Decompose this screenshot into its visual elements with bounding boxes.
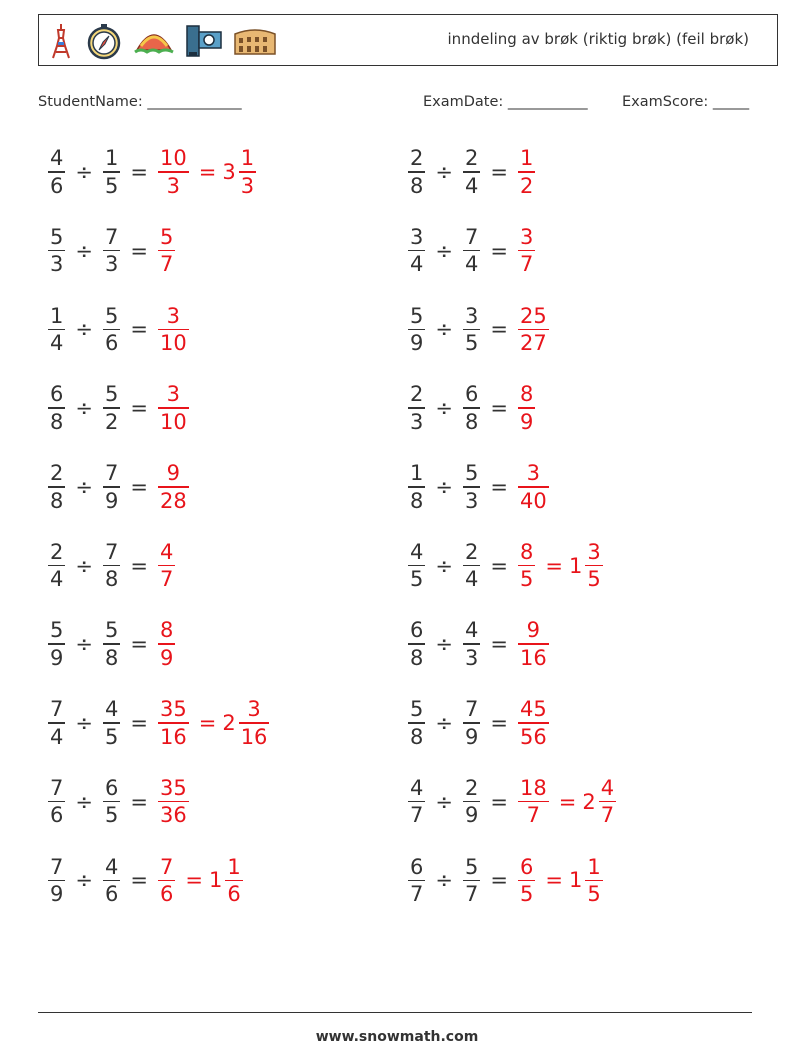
divisor-fraction-denominator: 3: [464, 645, 479, 670]
divisor-fraction: [463, 303, 480, 357]
divisor-fraction-denominator: 9: [104, 488, 119, 513]
problem-item: [46, 609, 177, 679]
dividend-fraction-denominator: 5: [410, 567, 424, 592]
divisor-fraction-denominator: 6: [104, 331, 119, 356]
divisor-fraction-numerator: 6: [464, 382, 479, 407]
equals-sign: =: [130, 238, 148, 263]
dividend-fraction: [48, 303, 65, 357]
divisor-fraction-denominator: 5: [104, 173, 119, 198]
divisor-fraction: [103, 460, 120, 514]
problem-item: [46, 845, 245, 915]
mixed-fraction-denominator: 3: [240, 173, 255, 198]
answer-fraction-denominator: 7: [526, 803, 541, 828]
divisor-fraction: [103, 145, 120, 199]
colosseum-icon: [233, 26, 277, 56]
divisor-fraction-numerator: 7: [104, 539, 119, 564]
equals-sign: =: [198, 160, 217, 184]
divide-sign: ÷: [435, 868, 453, 893]
divisor-fraction-numerator: 5: [464, 461, 479, 486]
dividend-fraction: [408, 854, 425, 908]
dividend-fraction-denominator: 8: [410, 488, 424, 513]
mixed-fraction-denominator: 5: [587, 567, 601, 592]
equals-sign: =: [198, 710, 217, 735]
divide-sign: ÷: [75, 632, 93, 657]
answer-fraction-numerator: 3: [526, 461, 541, 486]
answer-fraction: [158, 145, 189, 199]
divisor-fraction: [103, 303, 120, 357]
taco-icon: [133, 24, 175, 58]
eiffel-tower-icon: [47, 22, 75, 60]
dividend-fraction-denominator: 4: [50, 567, 64, 592]
mixed-whole-number: 1: [568, 868, 583, 893]
dividend-fraction: [408, 145, 425, 199]
divisor-fraction: [103, 381, 120, 435]
answer-fraction-numerator: 3: [166, 303, 181, 328]
problem-item: [46, 531, 177, 601]
answer-fraction: [158, 224, 175, 278]
divisor-fraction-numerator: 4: [104, 697, 119, 722]
mixed-fraction: [239, 696, 270, 750]
mixed-fraction: [585, 539, 602, 593]
answer-fraction-numerator: 8: [159, 618, 174, 643]
dividend-fraction-denominator: 6: [50, 173, 64, 198]
mixed-whole-number: 1: [208, 868, 223, 893]
dividend-fraction-denominator: 4: [50, 331, 64, 356]
mixed-fraction-denominator: 7: [600, 803, 615, 828]
divide-sign: ÷: [75, 317, 93, 342]
answer-fraction: [518, 303, 549, 357]
answer-fraction-denominator: 7: [159, 567, 174, 592]
equals-sign: =: [130, 396, 148, 421]
divisor-fraction-denominator: 6: [104, 882, 119, 907]
mixed-whole-number: 2: [222, 710, 236, 735]
dividend-fraction-numerator: 5: [410, 303, 424, 328]
answer-fraction-numerator: 10: [159, 146, 187, 171]
answer-fraction-numerator: 35: [159, 697, 187, 722]
answer-fraction: [518, 224, 535, 278]
divisor-fraction-numerator: 5: [104, 382, 119, 407]
equals-sign: =: [130, 789, 148, 814]
answer-fraction-denominator: 27: [519, 331, 547, 356]
problem-item: [46, 373, 191, 443]
divisor-fraction-numerator: 7: [104, 224, 119, 249]
equals-sign: =: [490, 474, 508, 499]
dividend-fraction-numerator: 6: [410, 854, 424, 879]
divide-sign: ÷: [435, 396, 453, 421]
answer-fraction-numerator: 4: [159, 539, 174, 564]
problem-item: [46, 294, 191, 364]
dividend-fraction-numerator: 3: [410, 224, 424, 249]
answer-fraction: [518, 145, 535, 199]
divisor-fraction: [103, 854, 120, 908]
divisor-fraction-denominator: 4: [464, 567, 479, 592]
divide-sign: ÷: [435, 710, 453, 735]
header-box: [38, 14, 778, 66]
problem-item: [406, 452, 551, 522]
dividend-fraction: [48, 617, 65, 671]
divisor-fraction-numerator: 4: [464, 618, 479, 643]
dividend-fraction-denominator: 7: [410, 803, 424, 828]
dividend-fraction-numerator: 2: [50, 461, 64, 486]
problem-item: [406, 373, 537, 443]
dividend-fraction-denominator: 8: [410, 645, 424, 670]
divisor-fraction-denominator: 3: [464, 488, 479, 513]
dividend-fraction-numerator: 1: [410, 461, 424, 486]
answer-fraction: [158, 381, 189, 435]
mixed-fraction: [225, 854, 242, 908]
answer-fraction: [158, 617, 175, 671]
answer-fraction: [518, 775, 549, 829]
equals-sign: =: [490, 238, 508, 263]
divisor-fraction-denominator: 4: [464, 173, 479, 198]
divisor-fraction-numerator: 4: [104, 854, 119, 879]
dividend-fraction-numerator: 4: [410, 539, 424, 564]
divisor-fraction: [103, 617, 120, 671]
answer-fraction-denominator: 56: [519, 724, 547, 749]
problem-item: [406, 688, 551, 758]
equals-sign: =: [130, 474, 148, 499]
dividend-fraction-numerator: 2: [50, 539, 64, 564]
answer-fraction-numerator: 6: [519, 854, 534, 879]
divisor-fraction-denominator: 2: [104, 409, 119, 434]
answer-fraction: [518, 539, 535, 593]
mixed-fraction-numerator: 4: [600, 775, 615, 800]
divisor-fraction-numerator: 7: [464, 697, 479, 722]
dividend-fraction: [408, 696, 425, 750]
worksheet-title: inndeling av brøk (riktig brøk) (feil brøk): [447, 30, 749, 48]
divisor-fraction-denominator: 8: [104, 567, 119, 592]
answer-fraction-numerator: 5: [159, 224, 174, 249]
dividend-fraction-numerator: 2: [410, 382, 424, 407]
divide-sign: ÷: [75, 553, 93, 578]
dividend-fraction: [48, 145, 65, 199]
equals-sign: =: [490, 317, 508, 342]
problem-item: [46, 137, 258, 207]
answer-fraction: [158, 775, 189, 829]
problem-item: [406, 531, 605, 601]
answer-fraction-denominator: 9: [159, 645, 174, 670]
problem-item: [406, 609, 551, 679]
divisor-fraction: [463, 696, 480, 750]
dividend-fraction-numerator: 6: [410, 618, 424, 643]
answer-fraction-numerator: 8: [519, 382, 534, 407]
answer-fraction-numerator: 25: [519, 303, 547, 328]
divisor-fraction: [463, 381, 480, 435]
divide-sign: ÷: [435, 553, 453, 578]
divisor-fraction-denominator: 5: [464, 331, 479, 356]
answer-fraction-numerator: 9: [166, 461, 181, 486]
dividend-fraction-denominator: 9: [50, 882, 64, 907]
answer-fraction: [158, 854, 175, 908]
answer-fraction-denominator: 16: [519, 645, 547, 670]
dividend-fraction: [48, 775, 65, 829]
divisor-fraction-numerator: 7: [104, 461, 119, 486]
dividend-fraction-numerator: 6: [50, 382, 64, 407]
dividend-fraction-denominator: 3: [50, 252, 64, 277]
dividend-fraction: [408, 303, 425, 357]
equals-sign: =: [490, 632, 508, 657]
equals-sign: =: [545, 868, 563, 893]
problem-item: [406, 294, 551, 364]
dividend-fraction: [48, 539, 65, 593]
answer-fraction-denominator: 9: [519, 409, 534, 434]
divisor-fraction: [103, 539, 120, 593]
student-name-field[interactable]: StudentName: _____________: [38, 94, 242, 110]
compass-icon: [85, 22, 123, 60]
answer-fraction-numerator: 7: [159, 854, 174, 879]
dividend-fraction: [48, 381, 65, 435]
divisor-fraction-numerator: 2: [464, 775, 479, 800]
divide-sign: ÷: [75, 710, 93, 735]
problem-item: [406, 216, 537, 286]
divide-sign: ÷: [435, 789, 453, 814]
divisor-fraction-denominator: 8: [104, 645, 119, 670]
divide-sign: ÷: [435, 160, 453, 184]
divide-sign: ÷: [435, 474, 453, 499]
dividend-fraction: [48, 224, 65, 278]
dividend-fraction-denominator: 8: [50, 409, 64, 434]
answer-fraction-denominator: 36: [159, 803, 187, 828]
dividend-fraction: [408, 381, 425, 435]
divisor-fraction: [103, 775, 120, 829]
divisor-fraction-denominator: 7: [464, 882, 479, 907]
answer-fraction-numerator: 3: [519, 224, 534, 249]
mixed-fraction-numerator: 1: [240, 146, 255, 171]
dividend-fraction-denominator: 9: [50, 645, 64, 670]
dividend-fraction-numerator: 2: [410, 146, 424, 171]
answer-fraction-denominator: 7: [519, 252, 534, 277]
problem-item: [46, 452, 191, 522]
divisor-fraction: [463, 854, 480, 908]
dividend-fraction: [48, 460, 65, 514]
divide-sign: ÷: [75, 238, 93, 263]
dividend-fraction: [408, 460, 425, 514]
dividend-fraction-denominator: 8: [410, 173, 424, 198]
dividend-fraction: [408, 775, 425, 829]
footer-url[interactable]: www.snowmath.com: [315, 1029, 479, 1045]
problem-item: [46, 216, 177, 286]
mixed-fraction-numerator: 1: [587, 854, 601, 879]
dividend-fraction-numerator: 7: [50, 775, 64, 800]
divisor-fraction-numerator: 5: [104, 303, 119, 328]
dividend-fraction-denominator: 4: [410, 252, 424, 277]
dividend-fraction-numerator: 4: [410, 775, 424, 800]
dividend-fraction: [408, 224, 425, 278]
problem-item: [406, 845, 605, 915]
divide-sign: ÷: [75, 789, 93, 814]
divisor-fraction: [103, 696, 120, 750]
projector-icon: [185, 22, 223, 60]
answer-fraction: [158, 303, 189, 357]
answer-fraction: [158, 539, 175, 593]
mixed-fraction-numerator: 3: [587, 539, 601, 564]
exam-score-field[interactable]: ExamScore: _____: [622, 94, 750, 110]
answer-fraction-denominator: 3: [166, 173, 181, 198]
dividend-fraction: [48, 696, 65, 750]
answer-fraction-denominator: 5: [519, 882, 534, 907]
mixed-fraction-numerator: 3: [247, 697, 261, 722]
header-icons: [47, 21, 277, 61]
divide-sign: ÷: [75, 868, 93, 893]
answer-fraction: [518, 854, 535, 908]
dividend-fraction-numerator: 7: [50, 854, 64, 879]
dividend-fraction-numerator: 7: [50, 697, 64, 722]
divisor-fraction: [463, 224, 480, 278]
dividend-fraction-denominator: 7: [410, 882, 424, 907]
equals-sign: =: [130, 710, 148, 735]
divide-sign: ÷: [435, 632, 453, 657]
divisor-fraction-denominator: 8: [464, 409, 479, 434]
divisor-fraction-denominator: 9: [464, 724, 479, 749]
dividend-fraction-numerator: 5: [50, 224, 64, 249]
exam-date-field[interactable]: ExamDate: ___________: [423, 94, 588, 110]
divisor-fraction-denominator: 5: [104, 724, 119, 749]
dividend-fraction-denominator: 3: [410, 409, 424, 434]
footer-divider: [38, 1012, 752, 1013]
answer-fraction-denominator: 7: [159, 252, 174, 277]
divide-sign: ÷: [75, 474, 93, 499]
mixed-whole-number: 3: [222, 160, 236, 184]
answer-fraction-numerator: 8: [519, 539, 534, 564]
divisor-fraction-numerator: 2: [464, 539, 479, 564]
mixed-fraction-denominator: 6: [227, 882, 241, 907]
answer-fraction-denominator: 2: [519, 173, 534, 198]
divisor-fraction-numerator: 5: [464, 854, 479, 879]
divisor-fraction-denominator: 4: [464, 252, 479, 277]
mixed-whole-number: 1: [568, 553, 583, 578]
answer-fraction-denominator: 10: [159, 331, 187, 356]
equals-sign: =: [185, 868, 203, 893]
divisor-fraction-denominator: 5: [104, 803, 119, 828]
divisor-fraction: [463, 617, 480, 671]
answer-fraction-numerator: 35: [159, 775, 187, 800]
divisor-fraction: [463, 539, 480, 593]
answer-fraction-denominator: 5: [519, 567, 534, 592]
answer-fraction-numerator: 3: [166, 382, 181, 407]
answer-fraction: [518, 460, 549, 514]
divisor-fraction: [103, 224, 120, 278]
divisor-fraction-numerator: 3: [464, 303, 479, 328]
divisor-fraction: [463, 145, 480, 199]
dividend-fraction-denominator: 9: [410, 331, 424, 356]
problem-item: [46, 688, 271, 758]
equals-sign: =: [490, 396, 508, 421]
answer-fraction: [518, 696, 549, 750]
dividend-fraction-denominator: 8: [410, 724, 424, 749]
divide-sign: ÷: [435, 317, 453, 342]
dividend-fraction-numerator: 5: [410, 697, 424, 722]
dividend-fraction-numerator: 1: [50, 303, 64, 328]
mixed-fraction: [585, 854, 602, 908]
answer-fraction: [158, 460, 189, 514]
equals-sign: =: [130, 632, 148, 657]
equals-sign: =: [490, 160, 508, 184]
equals-sign: =: [490, 789, 508, 814]
equals-sign: =: [490, 868, 508, 893]
dividend-fraction: [408, 617, 425, 671]
answer-fraction-numerator: 9: [526, 618, 541, 643]
mixed-fraction: [599, 775, 616, 829]
problem-item: [46, 767, 191, 837]
mixed-fraction-denominator: 16: [240, 724, 268, 749]
equals-sign: =: [130, 868, 148, 893]
divisor-fraction-numerator: 6: [104, 775, 119, 800]
divisor-fraction-denominator: 9: [464, 803, 479, 828]
equals-sign: =: [545, 553, 563, 578]
equals-sign: =: [130, 160, 148, 184]
answer-fraction-numerator: 45: [519, 697, 547, 722]
answer-fraction: [518, 381, 535, 435]
answer-fraction-denominator: 28: [159, 488, 187, 513]
answer-fraction-denominator: 40: [519, 488, 547, 513]
answer-fraction: [158, 696, 189, 750]
mixed-fraction-denominator: 5: [587, 882, 601, 907]
problem-item: [406, 767, 618, 837]
divide-sign: ÷: [435, 238, 453, 263]
equals-sign: =: [490, 553, 508, 578]
equals-sign: =: [558, 789, 577, 814]
dividend-fraction-denominator: 8: [50, 488, 64, 513]
equals-sign: =: [130, 553, 148, 578]
divisor-fraction: [463, 775, 480, 829]
answer-fraction: [518, 617, 549, 671]
problem-item: [406, 137, 537, 207]
answer-fraction-numerator: 1: [519, 146, 534, 171]
mixed-whole-number: 2: [582, 789, 596, 814]
divisor-fraction-denominator: 3: [104, 252, 119, 277]
equals-sign: =: [130, 317, 148, 342]
mixed-fraction-numerator: 1: [227, 854, 241, 879]
divisor-fraction: [463, 460, 480, 514]
mixed-fraction: [239, 145, 256, 199]
divide-sign: ÷: [75, 396, 93, 421]
dividend-fraction-denominator: 6: [50, 803, 64, 828]
answer-fraction-denominator: 6: [159, 882, 174, 907]
answer-fraction-denominator: 10: [159, 409, 187, 434]
answer-fraction-numerator: 18: [519, 775, 547, 800]
dividend-fraction-denominator: 4: [50, 724, 64, 749]
equals-sign: =: [490, 710, 508, 735]
answer-fraction-denominator: 16: [159, 724, 187, 749]
divisor-fraction-numerator: 1: [104, 146, 119, 171]
divide-sign: ÷: [75, 160, 93, 184]
dividend-fraction-numerator: 5: [50, 618, 64, 643]
divisor-fraction-numerator: 5: [104, 618, 119, 643]
dividend-fraction: [48, 854, 65, 908]
dividend-fraction-numerator: 4: [50, 146, 64, 171]
divisor-fraction-numerator: 7: [464, 224, 479, 249]
divisor-fraction-numerator: 2: [464, 146, 479, 171]
dividend-fraction: [408, 539, 425, 593]
